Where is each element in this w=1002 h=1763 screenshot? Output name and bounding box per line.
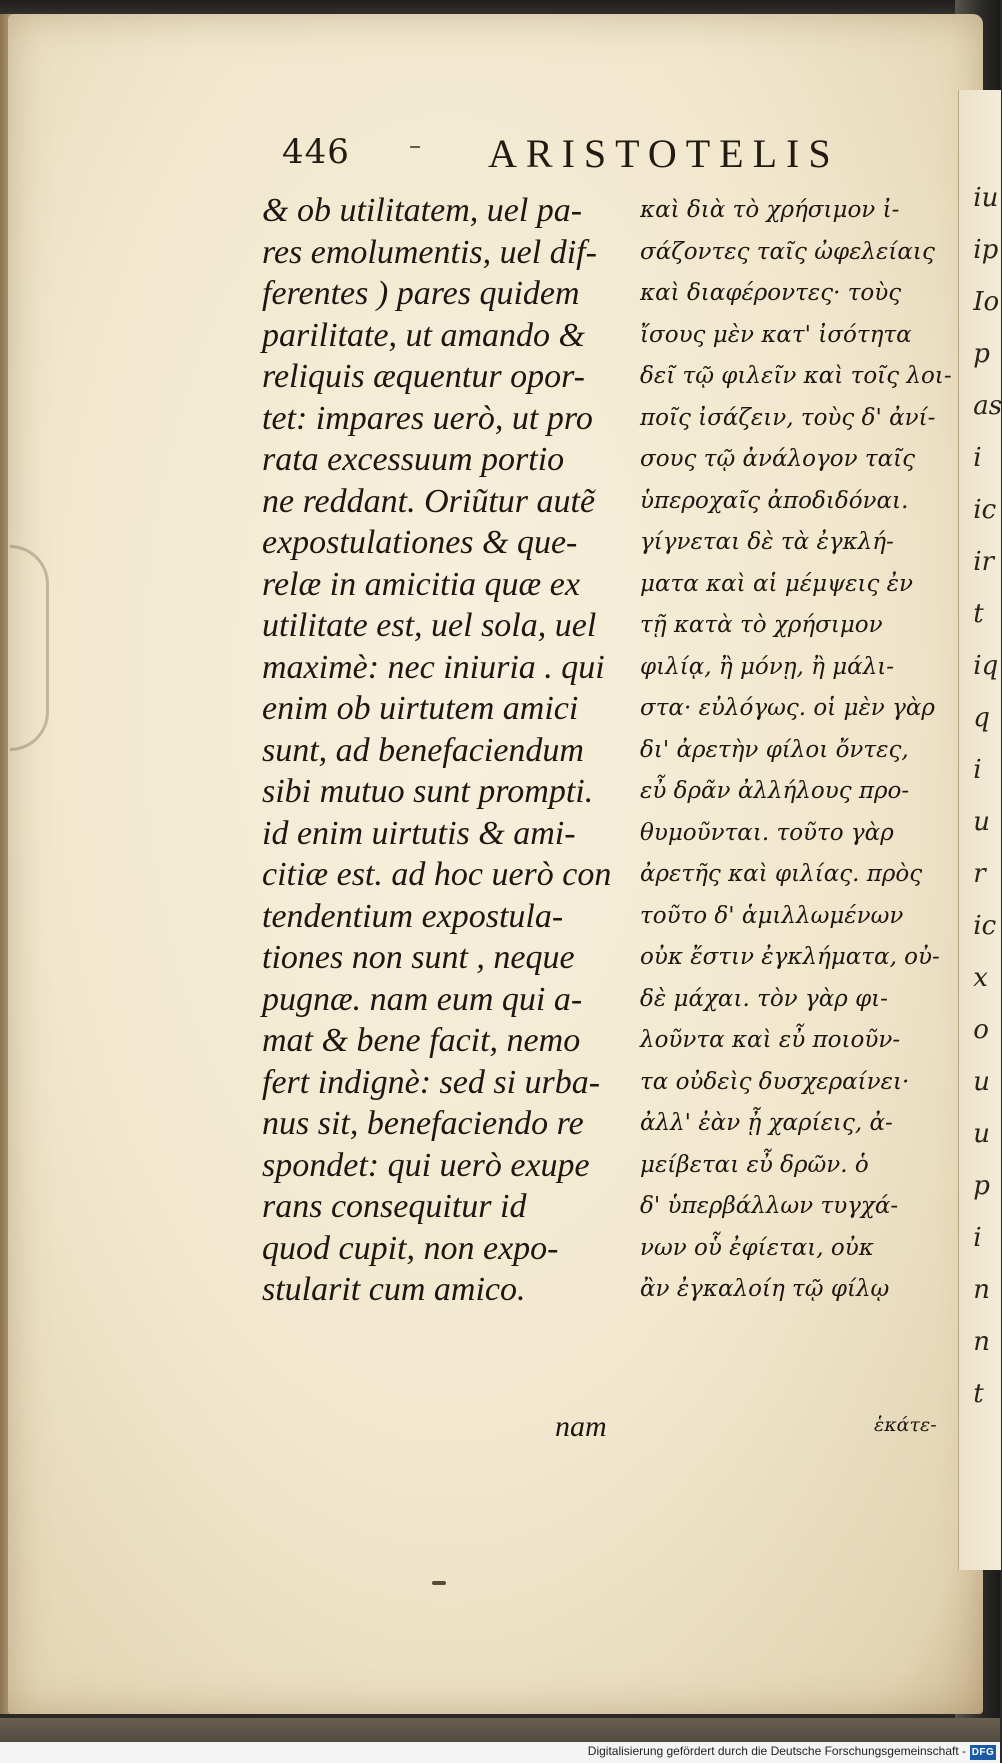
latin-text-line: fert indignè: sed si urba- xyxy=(262,1063,601,1101)
facing-page-fragment: i xyxy=(973,755,982,785)
facing-page-fragment: n xyxy=(973,1327,991,1357)
facing-page-fragment: q xyxy=(973,703,990,733)
facing-page-fragment: Io xyxy=(973,287,1000,317)
greek-text-line: τα οὐδεὶς δυσχεραίνει· xyxy=(640,1068,910,1095)
facing-page-fragment: r xyxy=(973,859,986,889)
facing-page-fragment: iu xyxy=(973,183,999,213)
greek-text-line: σάζοντες ταῖς ὠφελείαις xyxy=(640,238,935,265)
latin-text-line: maximè: nec iniuria . qui xyxy=(262,648,605,686)
facing-page-fragment: ic xyxy=(973,911,997,941)
latin-text-line: mat & bene facit, nemo xyxy=(262,1022,581,1059)
facing-page-fragment: p xyxy=(973,1171,990,1201)
greek-text-line: λοῦντα καὶ εὖ ποιοῦν- xyxy=(640,1027,901,1053)
facing-page-fragment: u xyxy=(973,1119,991,1149)
latin-text-line: tendentium expostula- xyxy=(262,897,564,935)
facing-page-fragment: i xyxy=(973,1223,982,1253)
greek-text-line: σους τῷ ἀνάλογον ταῖς xyxy=(640,446,916,472)
greek-text-line: θυμοῦνται. τοῦτο γὰρ xyxy=(640,819,894,846)
facing-page-fragment: i xyxy=(973,443,982,473)
latin-text-line: expostulationes & que- xyxy=(262,524,578,561)
latin-text-line: parilitate, ut amando & xyxy=(262,316,585,354)
latin-text-line: ne reddant. Oriũtur autẽ xyxy=(262,482,596,520)
facing-page-fragment: ir xyxy=(973,547,995,577)
greek-text-line: δ' ὑπερβάλλων τυγχά- xyxy=(640,1193,899,1219)
greek-text-line: ἂν ἐγκαλοίη τῷ φίλῳ xyxy=(640,1276,890,1302)
greek-text-line: μείβεται εὖ δρῶν. ὁ xyxy=(640,1151,869,1178)
facing-page-fragment: p xyxy=(973,339,990,369)
latin-text-line: spondet: qui uerò exupe xyxy=(262,1146,590,1184)
greek-text-line: ματα καὶ αἱ μέμψεις ἐν xyxy=(640,570,914,597)
facing-page-fragment: ic xyxy=(973,495,997,525)
greek-text-line: νων οὗ ἐφίεται, οὐκ xyxy=(640,1234,874,1261)
latin-text-line: id enim uirtutis & ami- xyxy=(262,814,576,852)
facing-page-fragment: u xyxy=(973,807,991,837)
latin-text-line: sibi mutuo sunt prompti. xyxy=(262,773,594,810)
facing-page-fragment: iq xyxy=(973,651,999,681)
greek-text-line: ἀρετῆς καὶ φιλίας. πρὸς xyxy=(640,861,923,887)
clasp-impression xyxy=(10,545,49,751)
facing-page-fragment: n xyxy=(973,1275,991,1305)
greek-text-line: φιλίᾳ, ἢ μόνῃ, ἢ μάλι- xyxy=(640,653,895,680)
facing-page-fragment: ip xyxy=(973,235,999,265)
latin-text-line: & ob utilitatem, uel pa- xyxy=(262,192,583,229)
facing-page-fragment: t xyxy=(973,599,984,629)
page-number: 446 xyxy=(282,132,350,172)
facing-page-fragment: o xyxy=(973,1015,989,1045)
greek-text-line: καὶ διαφέροντες· τοὺς xyxy=(640,280,902,306)
latin-text-line: citiæ est. ad hoc uerò con xyxy=(262,856,612,893)
facing-page-edge xyxy=(958,90,1001,1570)
greek-text-line: τῇ κατὰ τὸ χρήσιμον xyxy=(640,612,883,638)
greek-text-line: δι' ἀρετὴν φίλοι ὄντες, xyxy=(640,736,909,763)
credit-text: Digitalisierung gefördert durch die Deutsche Forschungsgemeinschaft - xyxy=(587,1744,966,1758)
facing-page-fragment: x xyxy=(973,963,988,993)
latin-text-line: sunt, ad benefaciendum xyxy=(262,731,584,769)
greek-text-line: δεῖ τῷ φιλεῖν καὶ τοῖς λοι- xyxy=(640,363,952,389)
greek-text-line: ποῖς ἰσάζειν, τοὺς δ' ἀνί- xyxy=(640,404,936,431)
greek-column xyxy=(640,190,955,1311)
latin-catchword: nam xyxy=(555,1410,607,1443)
latin-text-line: pugnæ. nam eum qui a- xyxy=(262,980,583,1018)
greek-text-line: δὲ μάχαι. τὸν γὰρ φι- xyxy=(640,985,888,1012)
facing-page-fragment: t xyxy=(973,1379,984,1409)
latin-text-line: utilitate est, uel sola, uel xyxy=(262,607,597,644)
latin-text-line: quod cupit, non expo- xyxy=(262,1229,559,1267)
greek-text-line: εὖ δρᾶν ἀλλήλους προ- xyxy=(640,778,910,804)
latin-text-line: ferentes ) pares quidem xyxy=(262,275,580,312)
latin-text-line: relæ in amicitia quæ ex xyxy=(262,565,580,603)
greek-text-line: ἀλλ' ἐὰν ᾖ χαρίεις, ἀ- xyxy=(640,1110,893,1136)
greek-text-line: ὑπεροχαῖς ἀποδιδόναι. xyxy=(640,487,909,514)
latin-text-line: res emolumentis, uel dif- xyxy=(262,233,597,271)
greek-catchword: ἑκάτε- xyxy=(874,1414,937,1436)
greek-text-line: καὶ διὰ τὸ χρήσιμον ἰ- xyxy=(640,197,900,223)
signature-mark xyxy=(432,1581,446,1585)
latin-column xyxy=(262,190,622,1311)
latin-text-line: tiones non sunt , neque xyxy=(262,939,575,976)
facing-page-fragment: u xyxy=(973,1067,991,1097)
latin-text-line: reliquis æquentur opor- xyxy=(262,358,585,395)
digitization-credit-bar xyxy=(0,1742,1000,1763)
greek-text-line: τοῦτο δ' ἁμιλλωμένων xyxy=(640,902,904,929)
latin-text-line: enim ob uirtutem amici xyxy=(262,690,579,727)
running-head xyxy=(270,126,870,176)
latin-text-line: stularit cum amico. xyxy=(262,1271,526,1308)
head-ornament xyxy=(410,146,420,148)
greek-text-line: οὐκ ἔστιν ἐγκλήματα, οὐ- xyxy=(640,944,940,970)
dfg-logo: DFG xyxy=(971,1747,995,1758)
running-title: ARISTOTELIS xyxy=(488,131,840,176)
latin-text-line: nus sit, benefaciendo re xyxy=(262,1105,584,1142)
latin-text-line: rata excessuum portio xyxy=(262,441,565,478)
greek-text-line: γίγνεται δὲ τὰ ἐγκλή- xyxy=(640,529,894,555)
greek-text-line: στα· εὐλόγως. οἱ μὲν γὰρ xyxy=(640,695,935,721)
latin-text-line: rans consequitur id xyxy=(262,1188,527,1225)
greek-text-line: ἴσους μὲν κατ' ἰσότητα xyxy=(640,321,912,348)
facing-page-fragment: as xyxy=(973,391,1002,421)
latin-text-line: tet: impares uerò, ut pro xyxy=(262,399,593,437)
